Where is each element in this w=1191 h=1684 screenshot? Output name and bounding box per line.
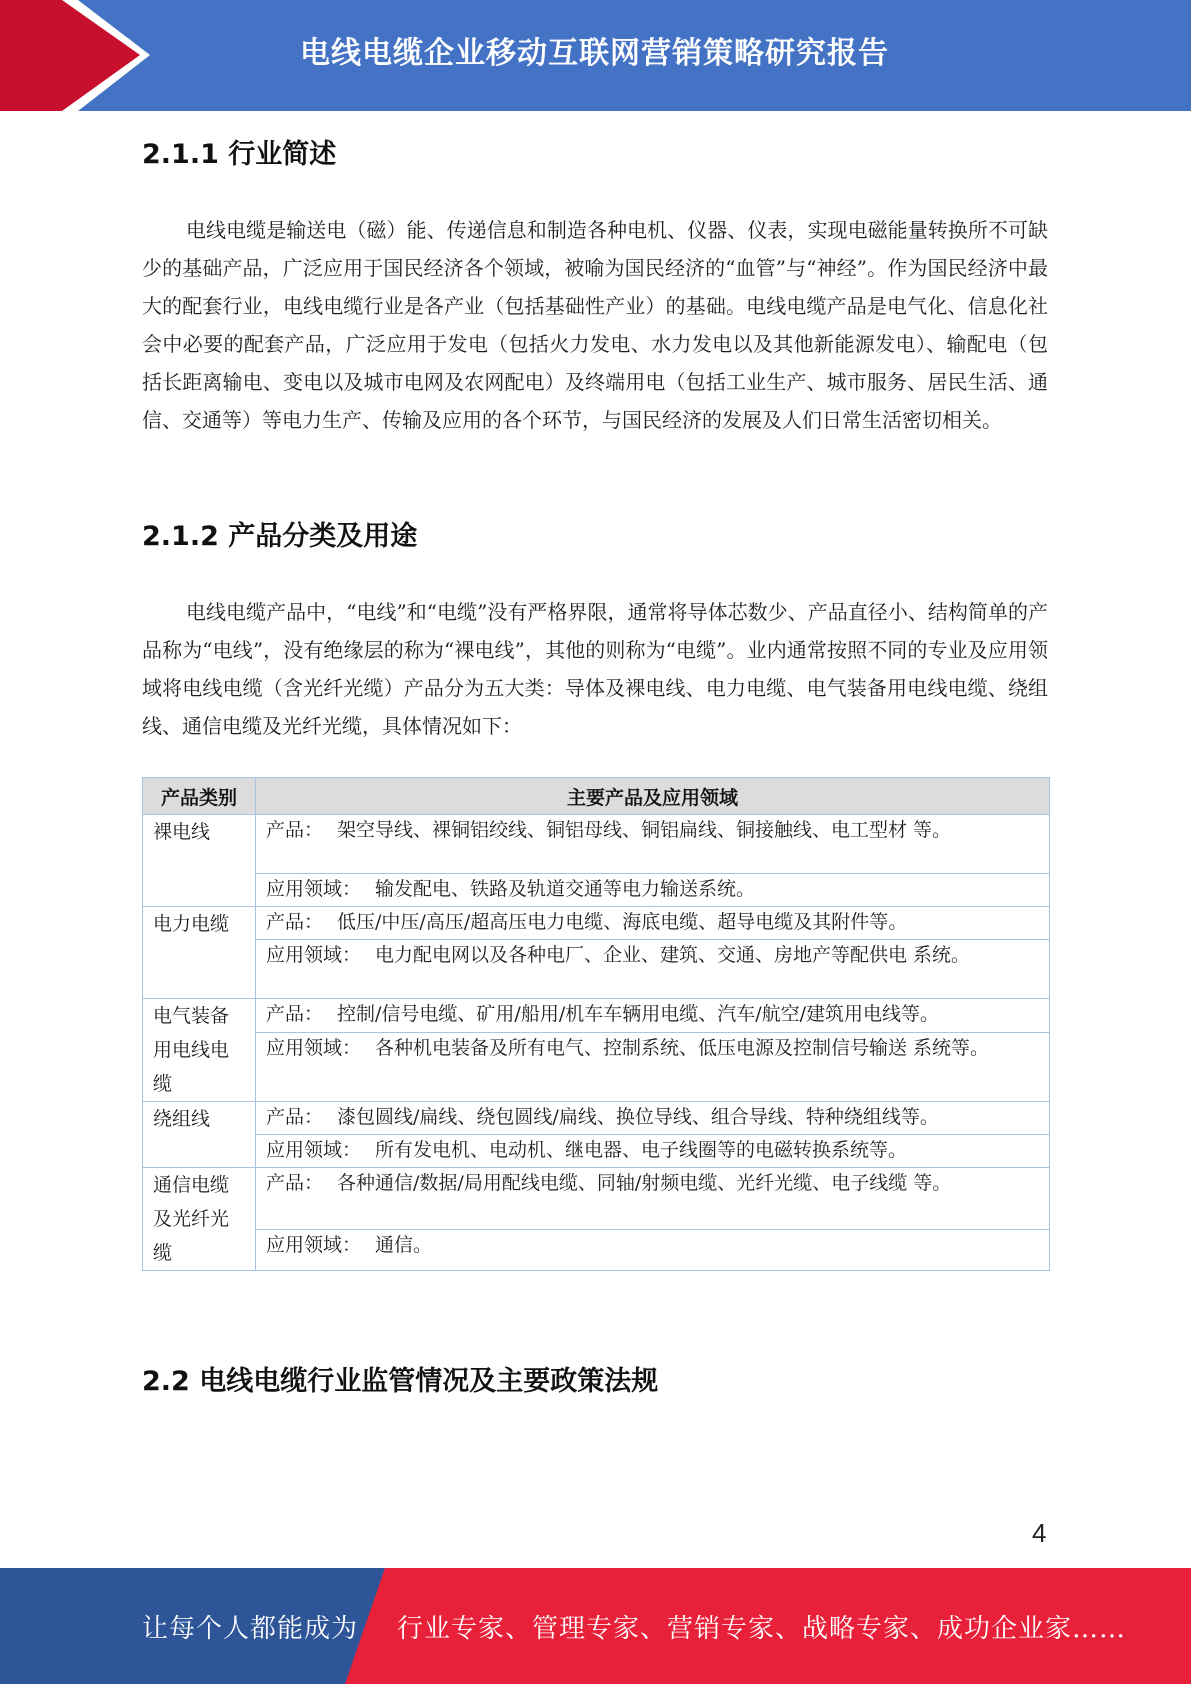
usage-text: 输发配电、铁路及轨道交通等电力输送系统。 — [375, 878, 756, 900]
usage-label: 应用领域： — [266, 944, 362, 966]
header-banner — [0, 0, 1191, 111]
product-label: 产品： — [266, 1003, 324, 1025]
table-row — [143, 1168, 1050, 1230]
product-text: 各种通信/数据/局用配线电缆、同轴/射频电缆、光纤光缆、电子线缆 等。 — [337, 1172, 952, 1194]
usage-cell — [256, 1230, 1050, 1271]
usage-cell — [256, 1032, 1050, 1101]
product-label: 产品： — [266, 911, 324, 933]
table-row — [143, 1135, 1050, 1168]
product-text: 架空导线、裸铜铝绞线、铜铝母线、铜铝扁线、铜接触线、电工型材 等。 — [337, 819, 952, 841]
category-cell: 通信电缆及光纤光缆 — [143, 1168, 256, 1271]
usage-label: 应用领域： — [266, 1036, 362, 1059]
usage-cell — [256, 940, 1050, 999]
footer-slogan-right: 行业专家、管理专家、营销专家、战略专家、成功企业家…… — [397, 1614, 1127, 1644]
usage-label: 应用领域： — [266, 878, 362, 900]
usage-text: 各种机电装备及所有电气、控制系统、低压电源及控制信号输送 系统等。 — [375, 1036, 990, 1059]
product-text: 控制/信号电缆、矿用/船用/机车车辆用电缆、汽车/航空/建筑用电线等。 — [337, 1003, 940, 1025]
section-heading-2-1-1: 2.1.1 行业简述 — [142, 139, 337, 170]
product-label: 产品： — [266, 1106, 324, 1128]
usage-label: 应用领域： — [266, 1234, 362, 1256]
category-cell: 裸电线 — [143, 815, 256, 907]
product-cell — [256, 1102, 1050, 1135]
product-text: 低压/中压/高压/超高压电力电缆、海底电缆、超导电缆及其附件等。 — [337, 911, 908, 933]
header-arrow-decoration — [0, 0, 160, 111]
section-2-1-2-paragraph: 电线电缆产品中，“电线”和“电缆”没有严格界限，通常将导体芯数少、产品直径小、结构简单的产品称为“电线”，没有绝缘层的称为“裸电线”，其他的则称为“电缆”。业内通常按照不同的专业及应用领域将电线电缆（含光纤光缆）产品分为五大类：导体及裸电线、电力电缆、电气装备用电线电缆、绕组线、通信电缆及光纤光缆，具体情况如下： — [142, 600, 1048, 738]
usage-text: 所有发电机、电动机、继电器、电子线圈等的电磁转换系统等。 — [375, 1139, 908, 1161]
section-heading-2-2: 2.2 电线电缆行业监管情况及主要政策法规 — [142, 1366, 659, 1397]
table-header-category: 产品类别 — [143, 778, 256, 815]
table-row — [143, 815, 1050, 874]
usage-cell — [256, 874, 1050, 907]
page-number: 4 — [1032, 1518, 1047, 1548]
table-row — [143, 940, 1050, 999]
product-cell — [256, 999, 1050, 1033]
usage-cell — [256, 1135, 1050, 1168]
table-header-products: 主要产品及应用领域 — [256, 778, 1050, 815]
section-heading-2-1-2: 2.1.2 产品分类及用途 — [142, 521, 418, 552]
usage-text: 电力配电网以及各种电厂、企业、建筑、交通、房地产等配供电 系统。 — [375, 944, 971, 966]
table-row — [143, 907, 1050, 940]
table-row — [143, 1032, 1050, 1101]
product-cell — [256, 815, 1050, 874]
product-category-table — [142, 777, 1050, 1271]
category-cell: 电气装备用电线电缆 — [143, 999, 256, 1102]
product-cell — [256, 1168, 1050, 1230]
product-text: 漆包圆线/扁线、绕包圆线/扁线、换位导线、组合导线、特种绕组线等。 — [337, 1106, 939, 1128]
product-cell — [256, 907, 1050, 940]
product-label: 产品： — [266, 819, 324, 841]
footer-banner — [0, 1568, 1191, 1684]
table-row — [143, 1102, 1050, 1135]
footer-slogan-left: 让每个人都能成为 — [142, 1614, 359, 1644]
table-row — [143, 999, 1050, 1033]
usage-text: 通信。 — [375, 1234, 433, 1256]
section-2-1-1-paragraph: 电线电缆是输送电（磁）能、传递信息和制造各种电机、仪器、仪表，实现电磁能量转换所不可缺少的基础产品，广泛应用于国民经济各个领域，被喻为国民经济的“血管”与“神经”。作为国民经济中最大的配套行业，电线电缆行业是各产业（包括基础性产业）的基础。电线电缆产品是电气化、信息化社会中必要的配套产品，广泛应用于发电（包括火力发电、水力发电以及其他新能源发电）、输配电（包括长距离输电、变电以及城市电网及农网配电）及终端用电（包括工业生产、城市服务、居民生活、通信、交通等）等电力生产、传输及应用的各个环节，与国民经济的发展及人们日常生活密切相关。 — [142, 218, 1048, 432]
report-title: 电线电缆企业移动互联网营销策略研究报告 — [300, 36, 889, 71]
table-row — [143, 1230, 1050, 1271]
table-row — [143, 874, 1050, 907]
table-header-row — [143, 778, 1050, 815]
product-label: 产品： — [266, 1172, 324, 1194]
usage-label: 应用领域： — [266, 1139, 362, 1161]
category-cell: 绕组线 — [143, 1102, 256, 1168]
category-cell: 电力电缆 — [143, 907, 256, 999]
